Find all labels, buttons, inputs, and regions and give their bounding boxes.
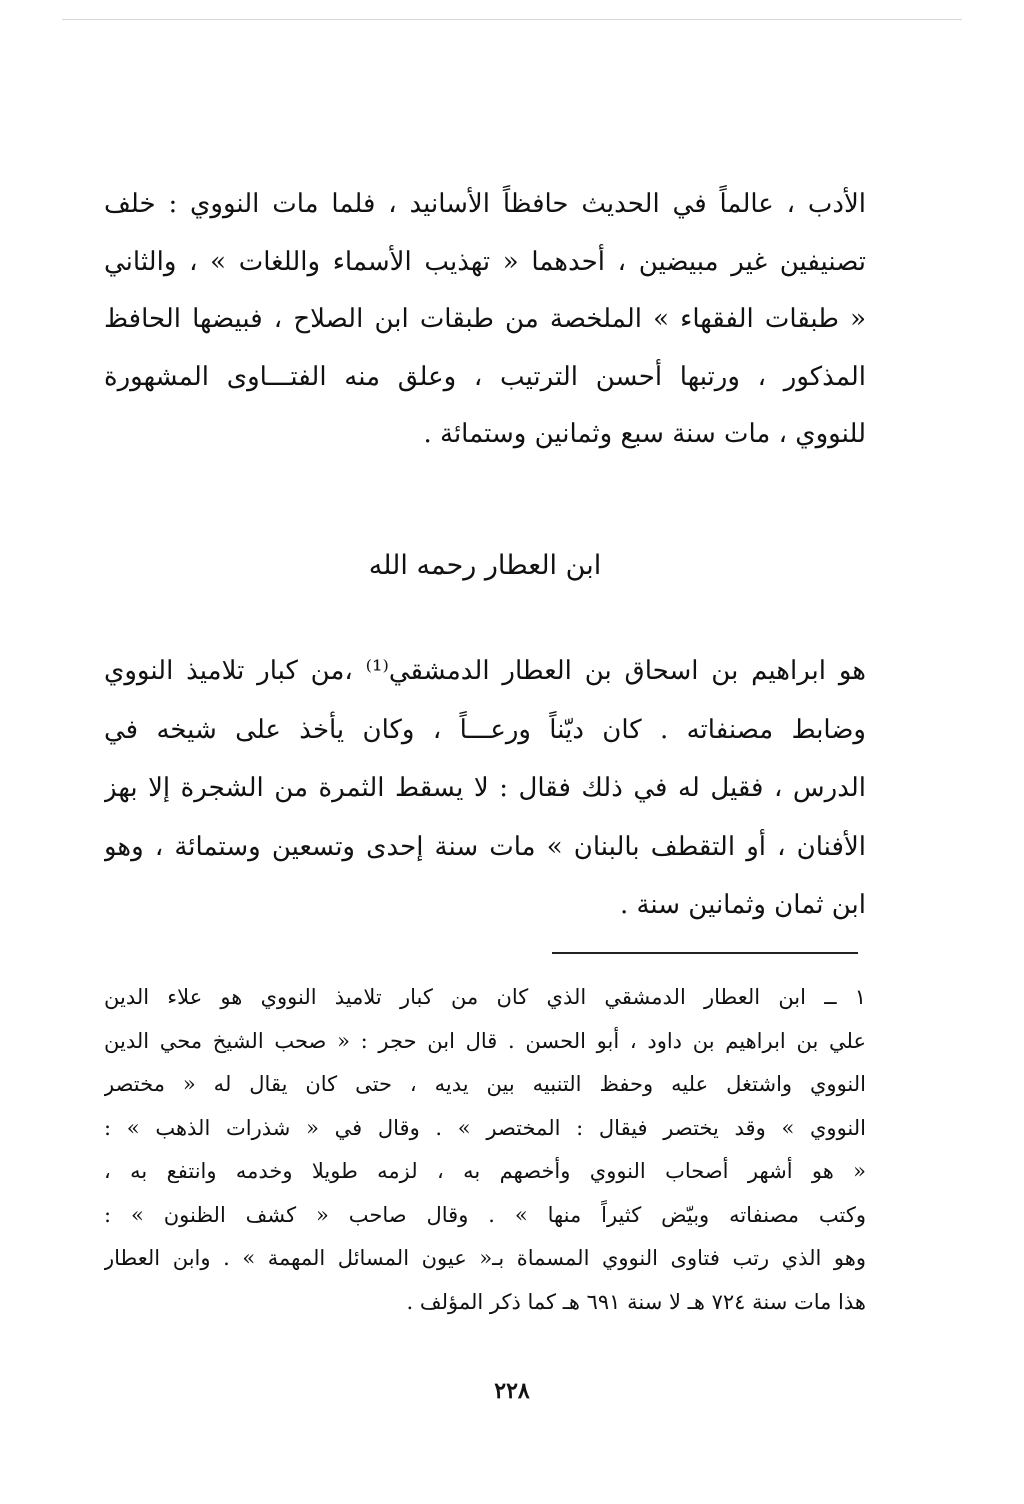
footnote-line: « هو أشهر أصحاب النووي وأخصهم به ، لزمه طويلا وخدمه وانتفع به ،: [104, 1159, 866, 1183]
footnote-line: هذا مات سنة ٧٢٤ هـ لا سنة ٦٩١ هـ كما ذكر المؤلف .: [406, 1289, 866, 1314]
footnote-line: ١ ــ ابن العطار الدمشقي الذي كان من كبار تلاميذ النووي هو علاء الدين: [104, 985, 866, 1009]
section-heading: ابن العطار رحمه الله: [368, 550, 602, 581]
footnote-1: [104, 976, 866, 1324]
top-divider: [62, 19, 962, 20]
paragraph-1-line: « طبقات الفقهاء » الملخصة من طبقات ابن الصلاح ، فبيضها الحافظ: [104, 304, 866, 334]
paragraph-2-line: هو ابراهيم بن اسحاق بن العطار الدمشقي⁽¹⁾ ،من كبار تلاميذ النووي: [104, 656, 866, 686]
footnote-line: النووي واشتغل عليه وحفظ التنبيه بين يديه ، حتى كان يقال له « مختصر: [104, 1072, 866, 1096]
footnote-line: النووي » وقد يختصر فيقال : المختصر » . وقال في « شذرات الذهب » :: [104, 1115, 866, 1140]
paragraph-1-line: الأدب ، عالماً في الحديث حافظاً الأسانيد ، فلما مات النووي : خلف: [104, 189, 866, 219]
footnote-line: وكتب مصنفاته وبيّض كثيراً منها » . وقال صاحب « كشف الظنون » :: [104, 1202, 866, 1227]
paragraph-2-line: وضابط مصنفاته . كان ديّناً ورعـــاً ، وكان يأخذ على شيخه في: [104, 714, 866, 745]
paragraph-1: [104, 176, 866, 464]
paragraph-1-line: المذكور ، ورتبها أحسن الترتيب ، وعلق منه الفتـــاوى المشهورة: [104, 361, 866, 392]
page-number: ٢٢٨: [494, 1378, 530, 1404]
paragraph-1-line: للنووي ، مات سنة سبع وثمانين وستمائة .: [423, 419, 866, 449]
paragraph-2-line: ابن ثمان وثمانين سنة .: [619, 890, 866, 920]
footnote-line: وهو الذي رتب فتاوى النووي المسماة بـ« عيون المسائل المهمة » . وابن العطار: [104, 1246, 866, 1270]
paragraph-2-line: الدرس ، فقيل له في ذلك فقال : لا يسقط الثمرة من الشجرة إلا بهز: [104, 773, 866, 803]
footnote-line: علي بن ابراهيم بن داود ، أبو الحسن . قال ابن حجر : « صحب الشيخ محي الدين: [104, 1028, 866, 1053]
paragraph-2: [104, 642, 866, 935]
paragraph-2-line: الأفنان ، أو التقطف بالبنان » مات سنة إحدى وتسعين وستمائة ، وهو: [104, 831, 866, 862]
paragraph-1-line: تصنيفين غير مبيضين ، أحدهما « تهذيب الأسماء واللغات » ، والثاني: [104, 246, 866, 277]
footnote-divider: [552, 952, 858, 954]
